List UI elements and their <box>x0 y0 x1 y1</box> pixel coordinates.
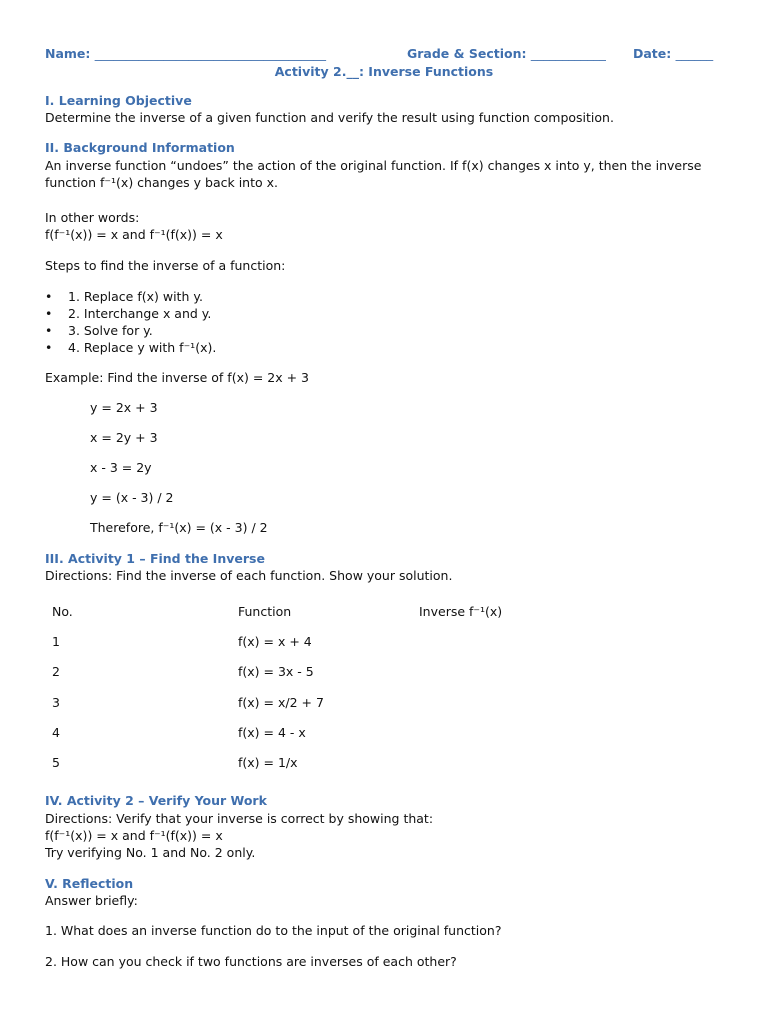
page-title: Activity 2.__: Inverse Functions <box>274 64 494 79</box>
activity1-directions: Directions: Find the inverse of each function. Show your solution. <box>45 568 453 583</box>
steps-intro: Steps to find the inverse of a function: <box>45 258 286 273</box>
date-label: Date: <box>633 46 672 61</box>
background-paragraph-line-1: An inverse function “undoes” the action of the original function. If f(x) changes x into y, then the inverse <box>45 158 702 173</box>
table-row <box>45 657 619 687</box>
row-number: 4 <box>52 724 60 740</box>
learning-objective-text: Determine the inverse of a given function and verify the result using function composition. <box>45 110 614 125</box>
name-field <box>45 46 326 61</box>
column-header-function: Function <box>238 603 292 619</box>
example-step: y = 2x + 3 <box>90 400 158 415</box>
row-number: 1 <box>52 633 60 649</box>
in-other-words-label: In other words: <box>45 210 140 225</box>
table-row <box>45 717 619 747</box>
row-function: f(x) = x/2 + 7 <box>238 694 324 710</box>
example-conclusion: Therefore, f⁻¹(x) = (x - 3) / 2 <box>90 520 268 535</box>
reflection-question-1: 1. What does an inverse function do to the input of the original function? <box>45 923 502 938</box>
column-header-inverse: Inverse f⁻¹(x) <box>419 603 503 619</box>
row-inverse <box>419 626 619 656</box>
row-number: 5 <box>52 755 60 771</box>
table-header-row <box>45 596 619 626</box>
bullet-icon: • <box>45 340 53 355</box>
example-step: x - 3 = 2y <box>90 460 152 475</box>
list-item <box>45 339 216 356</box>
step-text: 1. Replace f(x) with y. <box>68 289 203 304</box>
activity2-directions: Directions: Verify that your inverse is correct by showing that: <box>45 811 434 826</box>
example-intro: Example: Find the inverse of f(x) = 2x + 3 <box>45 370 310 385</box>
list-item <box>45 288 216 305</box>
table-row <box>45 626 619 656</box>
bullet-icon: • <box>45 323 53 338</box>
grade-section-label: Grade & Section: <box>407 46 527 61</box>
name-label: Name: <box>45 46 91 61</box>
activity2-heading: IV. Activity 2 – Verify Your Work <box>45 793 267 808</box>
row-inverse <box>419 687 619 717</box>
reflection-intro: Answer briefly: <box>45 893 138 908</box>
step-text: 4. Replace y with f⁻¹(x). <box>68 340 217 355</box>
list-item <box>45 322 216 339</box>
activity1-heading: III. Activity 1 – Find the Inverse <box>45 551 265 566</box>
row-inverse <box>419 657 619 687</box>
list-item <box>45 305 216 322</box>
reflection-heading: V. Reflection <box>45 876 134 891</box>
grade-section-field <box>407 46 606 61</box>
bullet-icon: • <box>45 289 53 304</box>
row-function: f(x) = 4 - x <box>238 724 306 740</box>
background-heading: II. Background Information <box>45 140 235 155</box>
row-function: f(x) = x + 4 <box>238 633 312 649</box>
grade-section-blank: ____________ <box>530 46 606 61</box>
row-number: 2 <box>52 664 60 680</box>
row-inverse <box>419 747 619 777</box>
date-field <box>633 46 713 61</box>
steps-list <box>45 288 216 356</box>
header-row <box>45 46 725 62</box>
row-inverse <box>419 717 619 747</box>
example-step: y = (x - 3) / 2 <box>90 490 174 505</box>
date-blank: ______ <box>675 46 714 61</box>
activity2-note: Try verifying No. 1 and No. 2 only. <box>45 845 256 860</box>
row-function: f(x) = 1/x <box>238 755 298 771</box>
step-text: 3. Solve for y. <box>68 323 153 338</box>
row-number: 3 <box>52 694 60 710</box>
learning-objective-heading: I. Learning Objective <box>45 93 192 108</box>
function-table <box>45 596 619 778</box>
step-text: 2. Interchange x and y. <box>68 306 212 321</box>
bullet-icon: • <box>45 306 53 321</box>
table-row <box>45 687 619 717</box>
inverse-identity: f(f⁻¹(x)) = x and f⁻¹(f(x)) = x <box>45 227 223 242</box>
activity2-identity: f(f⁻¹(x)) = x and f⁻¹(f(x)) = x <box>45 828 223 843</box>
reflection-question-2: 2. How can you check if two functions are inverses of each other? <box>45 954 457 969</box>
background-paragraph-line-2: function f⁻¹(x) changes y back into x. <box>45 175 278 190</box>
row-function: f(x) = 3x - 5 <box>238 664 314 680</box>
example-step: x = 2y + 3 <box>90 430 158 445</box>
table-row <box>45 747 619 777</box>
name-blank: _____________________________________ <box>94 46 327 61</box>
column-header-no: No. <box>52 603 73 619</box>
